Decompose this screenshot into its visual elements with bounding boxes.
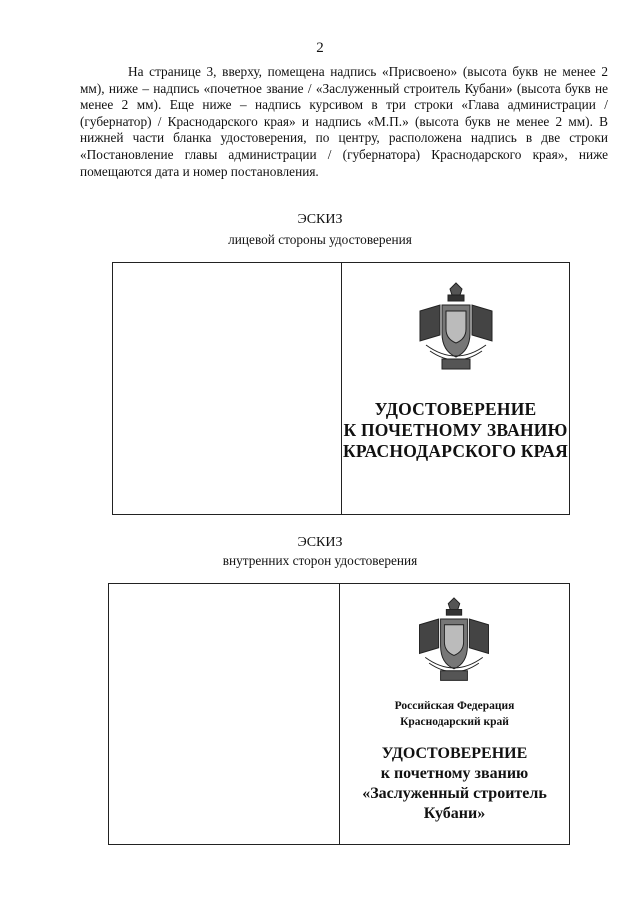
inner-region-line-1: Российская Федерация (394, 700, 515, 712)
front-title-line-1: УДОСТОВЕРЕНИЕ (374, 399, 537, 419)
front-title-line-3: КРАСНОДАРСКОГО КРАЯ (343, 441, 568, 461)
inner-title-line-3: «Заслуженный строитель (362, 785, 547, 802)
front-card-back-panel (113, 263, 342, 514)
front-title-line-2: К ПОЧЕТНОМУ ЗВАНИЮ (343, 420, 568, 440)
inner-title-line-4: Кубани» (423, 805, 486, 822)
page-number: 2 (316, 40, 324, 56)
inner-title-line-1: УДОСТОВЕРЕНИЕ (381, 745, 528, 762)
inner-card-right-panel (340, 584, 569, 844)
sketch-inner-subtitle: внутренних сторон удостоверения (222, 553, 418, 568)
intro-paragraph: На странице 3, вверху, помещена надпись «Присвоено» (высота букв не менее 2 мм), ниже – надпись «почетное звание / «Заслуженный строитель Кубани» (высота букв не менее 2 мм). Еще ниже – надпись курсивом в три строки «Глава администрации / (губернатор) / Краснодарского края» и надпись «М.П.» (высота букв не менее 2 мм). В нижней части бланка удостоверения, по центру, расположена надпись в две строки «Постановление главы администрации / (губернатора) Краснодарского края», ниже помещаются дата и номер постановления. (80, 64, 608, 179)
front-card (112, 262, 570, 515)
sketch-front-title: ЭСКИЗ (297, 212, 343, 227)
inner-card (108, 583, 570, 845)
front-card-cover-panel (342, 263, 569, 514)
sketch-inner-title: ЭСКИЗ (297, 535, 343, 550)
sketch-front-subtitle: лицевой стороны удостоверения (228, 232, 412, 247)
coat-of-arms-icon (412, 281, 500, 377)
coat-of-arms-icon (410, 596, 498, 688)
inner-card-left-panel (109, 584, 340, 844)
inner-title-line-2: к почетному званию (380, 765, 529, 782)
inner-region-line-2: Краснодарский край (400, 716, 509, 728)
